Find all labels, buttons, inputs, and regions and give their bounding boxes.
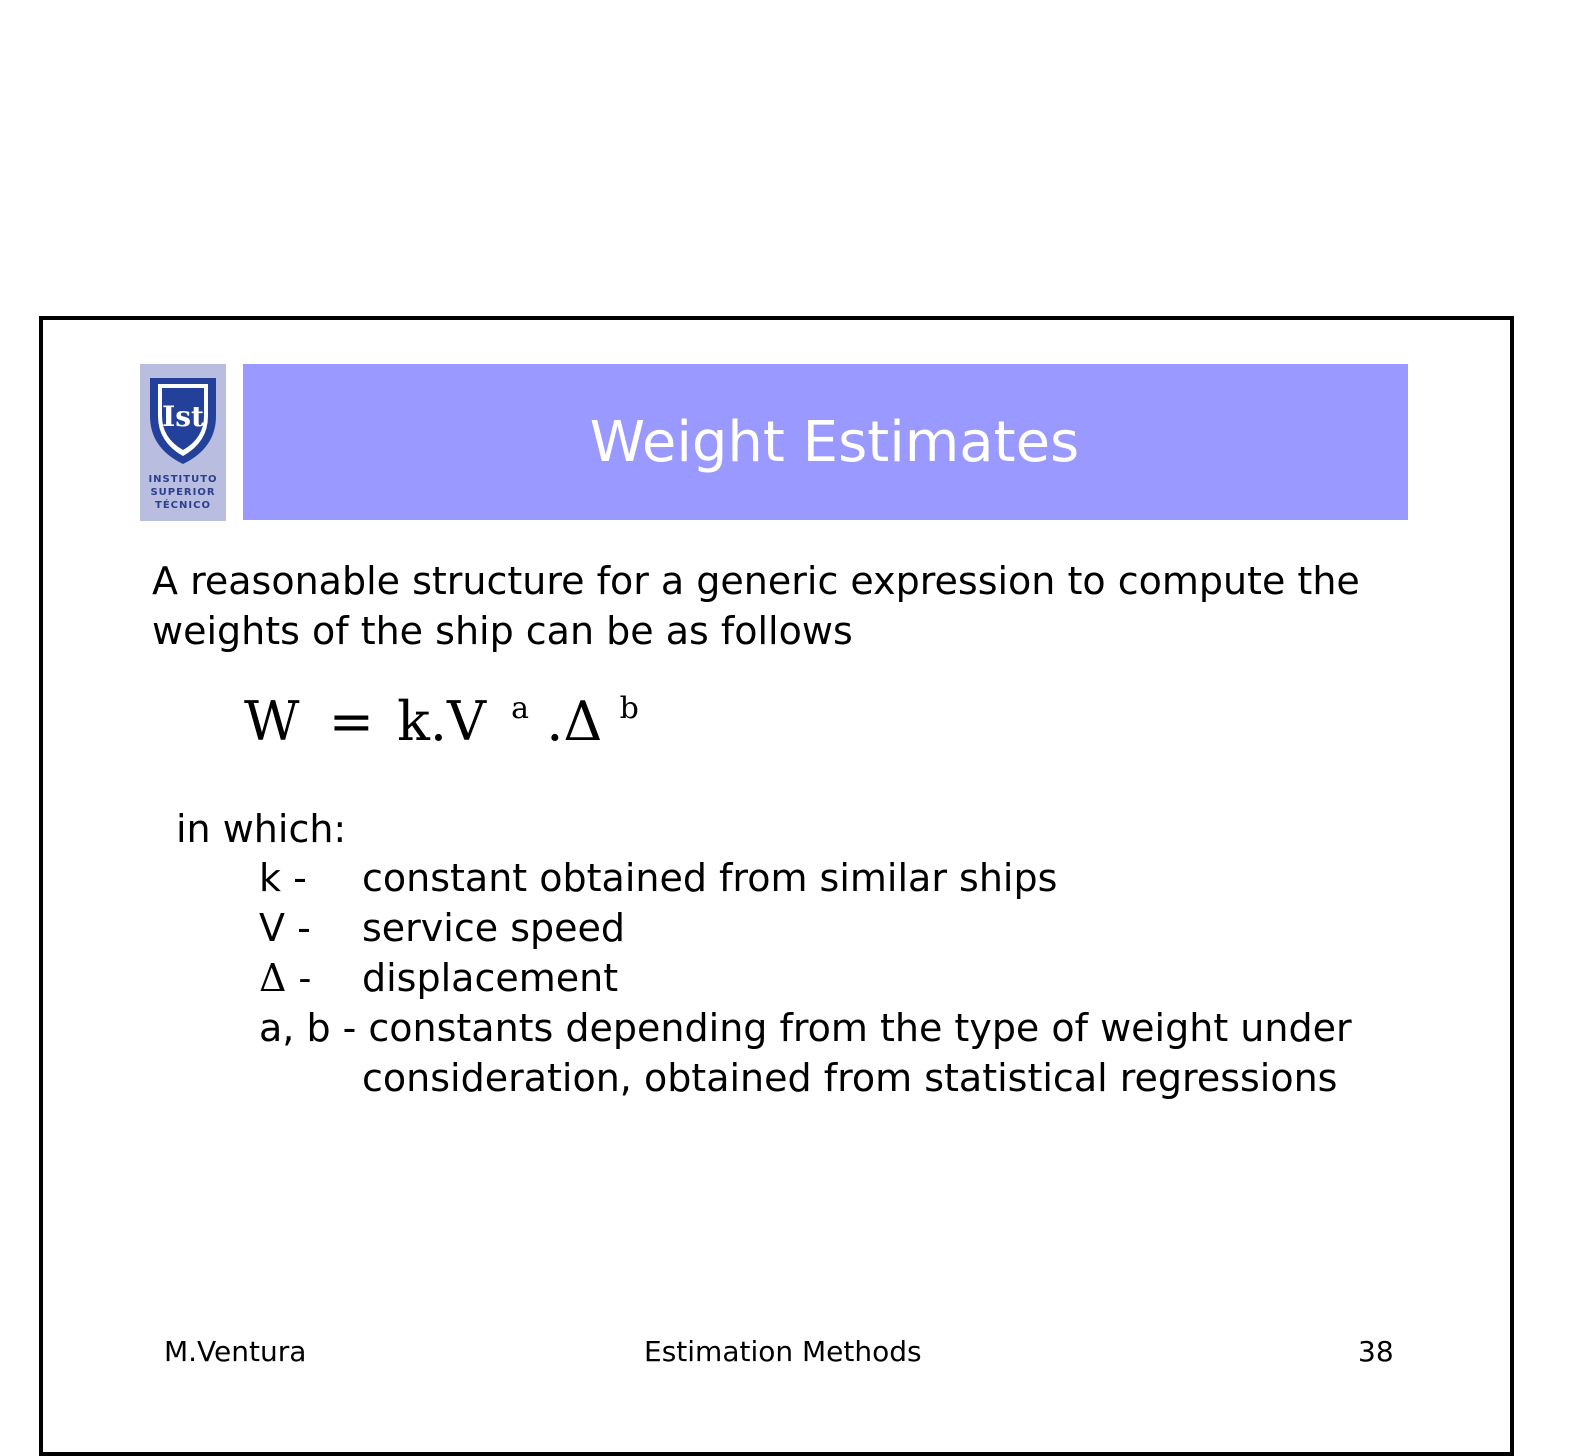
definition-symbol: k -	[259, 856, 307, 900]
footer-topic: Estimation Methods	[644, 1335, 922, 1368]
definition-item	[259, 903, 1399, 953]
definition-symbol: V -	[259, 906, 311, 950]
ist-logo	[140, 364, 226, 521]
formula-exponent-a: a	[511, 691, 530, 726]
logo-text-line-3: TÉCNICO	[155, 500, 211, 511]
logo-text-line-1: INSTITUTO	[148, 474, 218, 485]
logo-monogram: Ist	[162, 400, 204, 433]
definitions-list	[259, 853, 1399, 1103]
definition-symbol: a, b -	[259, 1006, 357, 1050]
definition-text: constant obtained from similar ships	[362, 856, 1058, 900]
in-which-label: in which:	[176, 807, 347, 851]
footer-page-number: 38	[1358, 1335, 1394, 1368]
definition-item	[259, 953, 1399, 1003]
title-bar	[243, 364, 1408, 520]
intro-paragraph: A reasonable structure for a generic expression to compute the weights of the ship can be as follows	[152, 559, 1360, 653]
formula-lhs: W	[244, 690, 300, 753]
definition-text: displacement	[362, 956, 619, 1000]
definition-text: constants depending from the type of weight under	[368, 1006, 1352, 1050]
formula-equals: =	[328, 690, 374, 753]
shield-icon	[140, 364, 226, 474]
weight-formula	[244, 690, 639, 763]
slide-title: Weight Estimates	[589, 409, 1080, 475]
formula-exponent-b: b	[619, 691, 639, 726]
logo-text-line-2: SUPERIOR	[150, 487, 216, 498]
definition-item	[259, 1003, 1399, 1053]
definition-text: service speed	[362, 906, 625, 950]
definition-symbol: Δ -	[259, 956, 312, 1000]
footer-author: M.Ventura	[164, 1335, 307, 1368]
formula-k-term: k.V	[397, 690, 486, 753]
definition-item	[259, 853, 1399, 903]
formula-delta-term: .Δ	[546, 690, 603, 753]
definition-continuation: consideration, obtained from statistical regressions	[362, 1056, 1338, 1100]
